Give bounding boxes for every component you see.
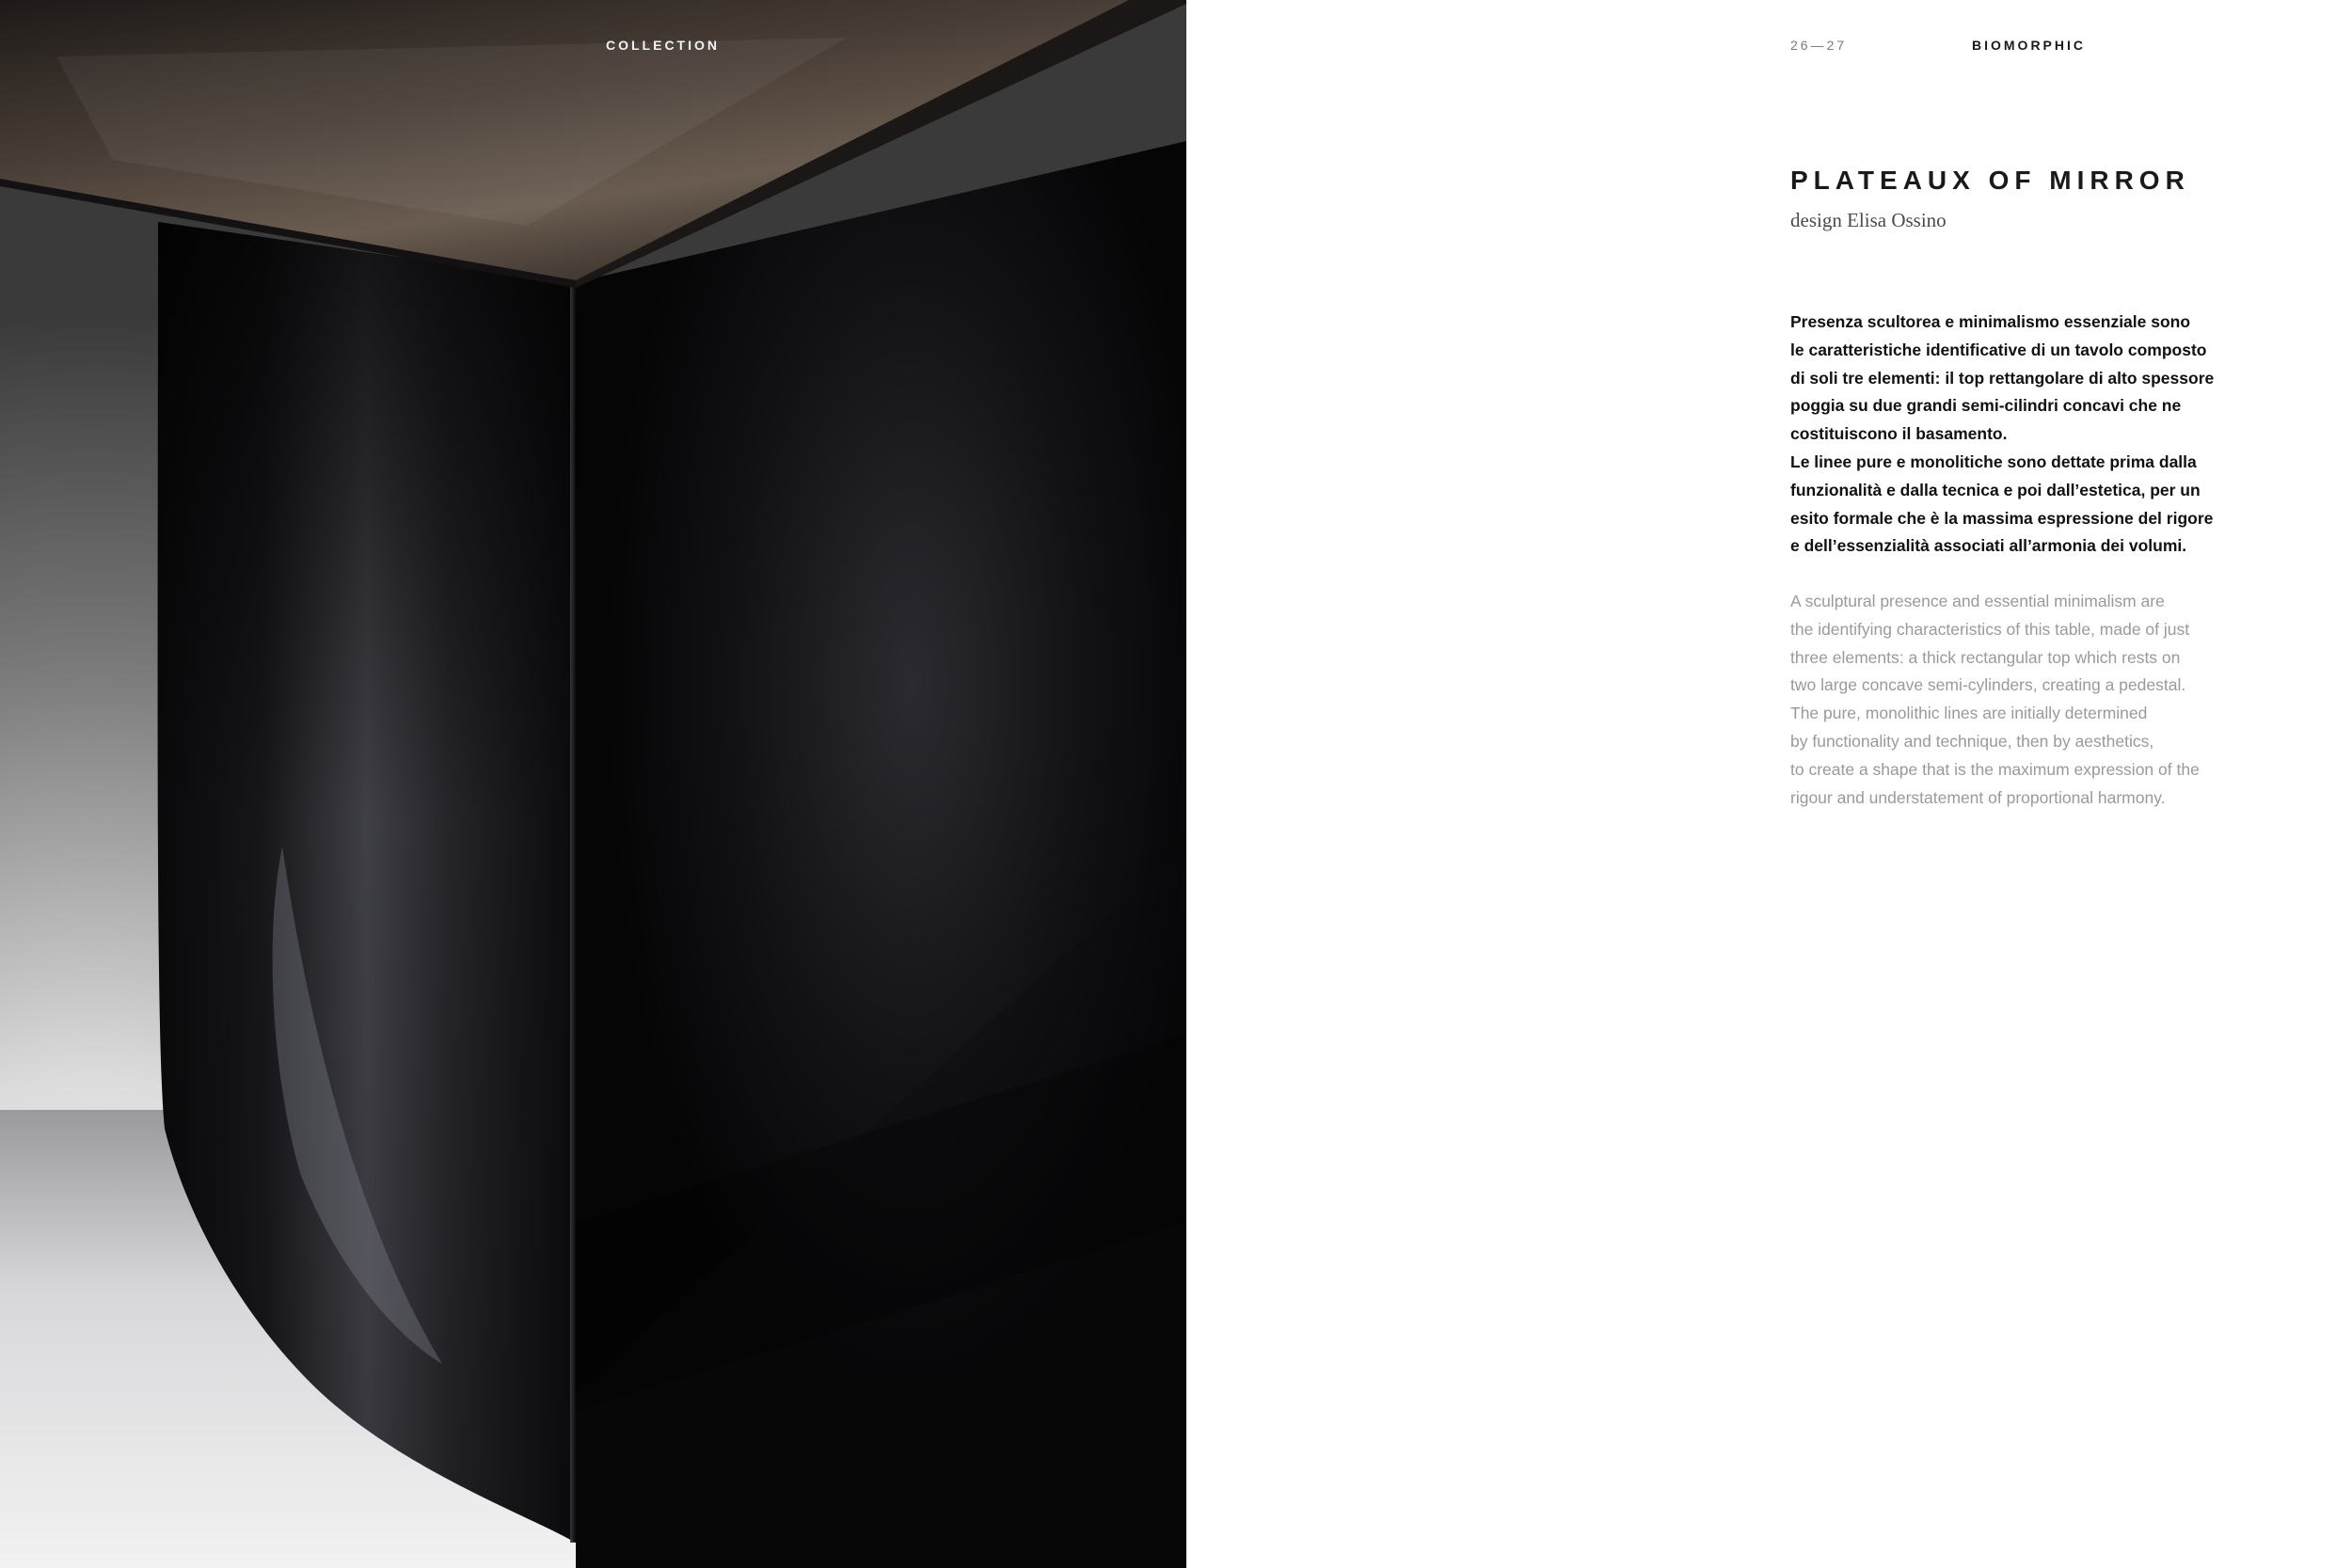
description-line: funzionalità e dalla tecnica e poi dall’estetica, per un: [1790, 480, 2201, 499]
designer-credit: design Elisa Ossino: [1790, 209, 1947, 231]
description-line: to create a shape that is the maximum expression of the: [1790, 759, 2200, 779]
description-line: Presenza scultorea e minimalismo essenziale sono: [1790, 312, 2191, 331]
description-line: The pure, monolithic lines are initially determined: [1790, 704, 2148, 723]
description-line: di soli tre elementi: il top rettangolare di alto spessore: [1790, 368, 2215, 388]
collection-name: BIOMORPHIC: [1972, 38, 2086, 53]
description-line: costituiscono il basamento.: [1790, 424, 2008, 444]
description-line: e dell’essenzialità associati all’armonia dei volumi.: [1790, 536, 2187, 556]
description-line: three elements: a thick rectangular top which rests on: [1790, 647, 2181, 667]
description-line: esito formale che è la massima espressione del rigore: [1790, 508, 2214, 528]
description-line: the identifying characteristics of this table, made of just: [1790, 619, 2190, 639]
description-line: le caratteristiche identificative di un tavolo composto: [1790, 340, 2207, 359]
description-line: A sculptural presence and essential minimalism are: [1790, 592, 2165, 610]
description-line: Le linee pure e monolitiche sono dettate prima dalla: [1790, 451, 2197, 471]
product-title: PLATEAUX OF MIRROR: [1790, 166, 2190, 195]
description-english: [1790, 588, 2280, 812]
section-label: COLLECTION: [606, 38, 720, 53]
description-line: rigour and understatement of proportional harmony.: [1790, 787, 2166, 807]
description-line: by functionality and technique, then by aesthetics,: [1790, 731, 2154, 751]
description-italian: [1790, 309, 2280, 561]
description-line: two large concave semi-cylinders, creating a pedestal.: [1790, 675, 2186, 695]
description-line: poggia su due grandi semi-cilindri concavi che ne: [1790, 396, 2182, 416]
page-numbers: 26—27: [1790, 38, 1848, 53]
